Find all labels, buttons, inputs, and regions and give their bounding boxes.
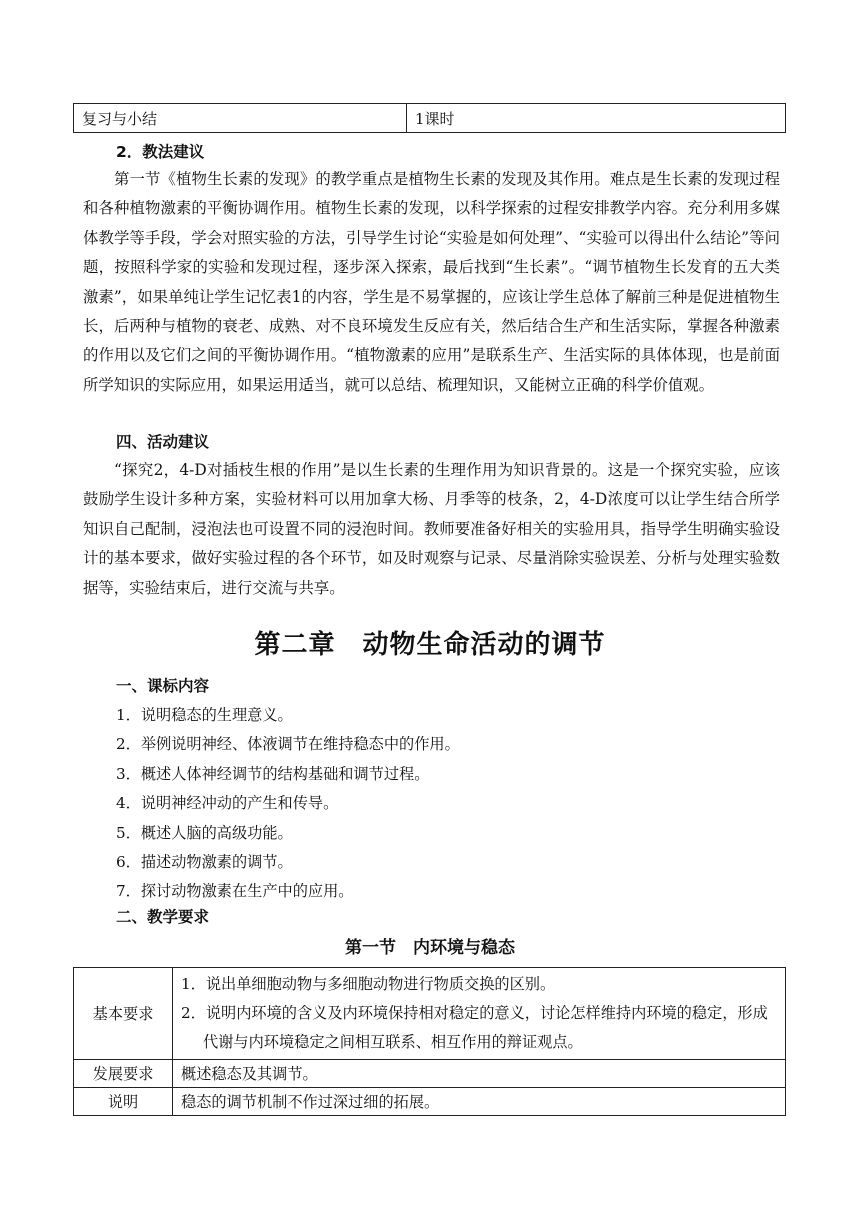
development-requirements-label: 发展要求 <box>74 1060 173 1088</box>
requirements-heading: 二、教学要求 <box>116 908 210 926</box>
chapter-title: 第二章 动物生命活动的调节 <box>254 630 606 660</box>
activities-heading: 四、活动建议 <box>116 433 210 451</box>
list-item: 6．描述动物激素的调节。 <box>116 852 293 871</box>
table-row <box>74 104 786 133</box>
table-cell-hours: 1课时 <box>407 104 786 133</box>
list-item: 5．概述人脑的高级功能。 <box>116 823 293 842</box>
list-item: 1．说明稳态的生理意义。 <box>116 706 293 724</box>
note-content: 稳态的调节机制不作过深过细的拓展。 <box>173 1088 786 1116</box>
schedule-table <box>73 103 786 133</box>
list-item: 3．概述人体神经调节的结构基础和调节过程。 <box>116 764 430 783</box>
table-row <box>74 1060 786 1088</box>
basic-requirements-label: 基本要求 <box>74 968 173 1060</box>
teaching-methods-paragraph: 第一节《植物生长素的发现》的教学重点是植物生长素的发现及其作用。难点是生长素的发现过程和各种植物激素的平衡协调作用。植物生长素的发现，以科学探索的过程安排教学内容。充分利用多媒体教学等手段，学会对照实验的方法，引导学生讨论“实验是如何处理”、“实验可以得出什么结论”等问题，按照科学家的实验和发现过程，逐步深入探索，最后找到“生长素”。“调节植物生长发育的五大类激素”，如果单纯让学生记忆表1的内容，学生是不易掌握的，应该让学生总体了解前三种是促进植物生长，后两种与植物的衰老、成熟、对不良环境发生反应有关，然后结合生产和生活实际，掌握各种激素的作用以及它们之间的平衡协调作用。“植物激素的应用”是联系生产、生活实际的具体体现，也是前面所学知识的实际应用，如果运用适当，就可以总结、梳理知识，又能树立正确的科学价值观。 <box>83 170 780 394</box>
list-item: 2．举例说明神经、体液调节在维持稳态中的作用。 <box>116 735 460 754</box>
table-row <box>74 1088 786 1116</box>
table-row <box>74 968 786 1060</box>
curriculum-heading: 一、课标内容 <box>116 677 210 695</box>
note-label: 说明 <box>74 1088 173 1116</box>
requirement-item: 1．说出单细胞动物与多细胞动物进行物质交换的区别。 <box>181 975 556 993</box>
requirement-item: 2．说明内环境的含义及内环境保持相对稳定的意义，讨论怎样维持内环境的稳定，形成代谢与内环境稳定之间相互联系、相互作用的辩证观点。 <box>181 1004 768 1051</box>
basic-requirements-content <box>173 968 786 1060</box>
teaching-methods-heading: 2．教法建议 <box>116 143 205 161</box>
list-item: 4．说明神经冲动的产生和传导。 <box>116 794 339 813</box>
table-cell-topic: 复习与小结 <box>74 104 407 133</box>
section-title: 第一节 内环境与稳态 <box>345 938 515 958</box>
activities-paragraph: “探究2，4-D对插枝生根的作用”是以生长素的生理作用为知识背景的。这是一个探究实验，应该鼓励学生设计多种方案，实验材料可以用加拿大杨、月季等的枝条，2，4-D浓度可以让学生结合所学知识自己配制，浸泡法也可设置不同的浸泡时间。教师要准备好相关的实验用具，指导学生明确实验设计的基本要求，做好实验过程的各个环节，如及时观察与记录、尽量消除实验误差、分析与处理实验数据等，实验结束后，进行交流与共享。 <box>83 461 780 597</box>
development-requirements-content: 概述稳态及其调节。 <box>173 1060 786 1088</box>
list-item: 7．探讨动物激素在生产中的应用。 <box>116 882 354 901</box>
curriculum-list <box>116 701 460 907</box>
requirements-table <box>73 967 786 1116</box>
